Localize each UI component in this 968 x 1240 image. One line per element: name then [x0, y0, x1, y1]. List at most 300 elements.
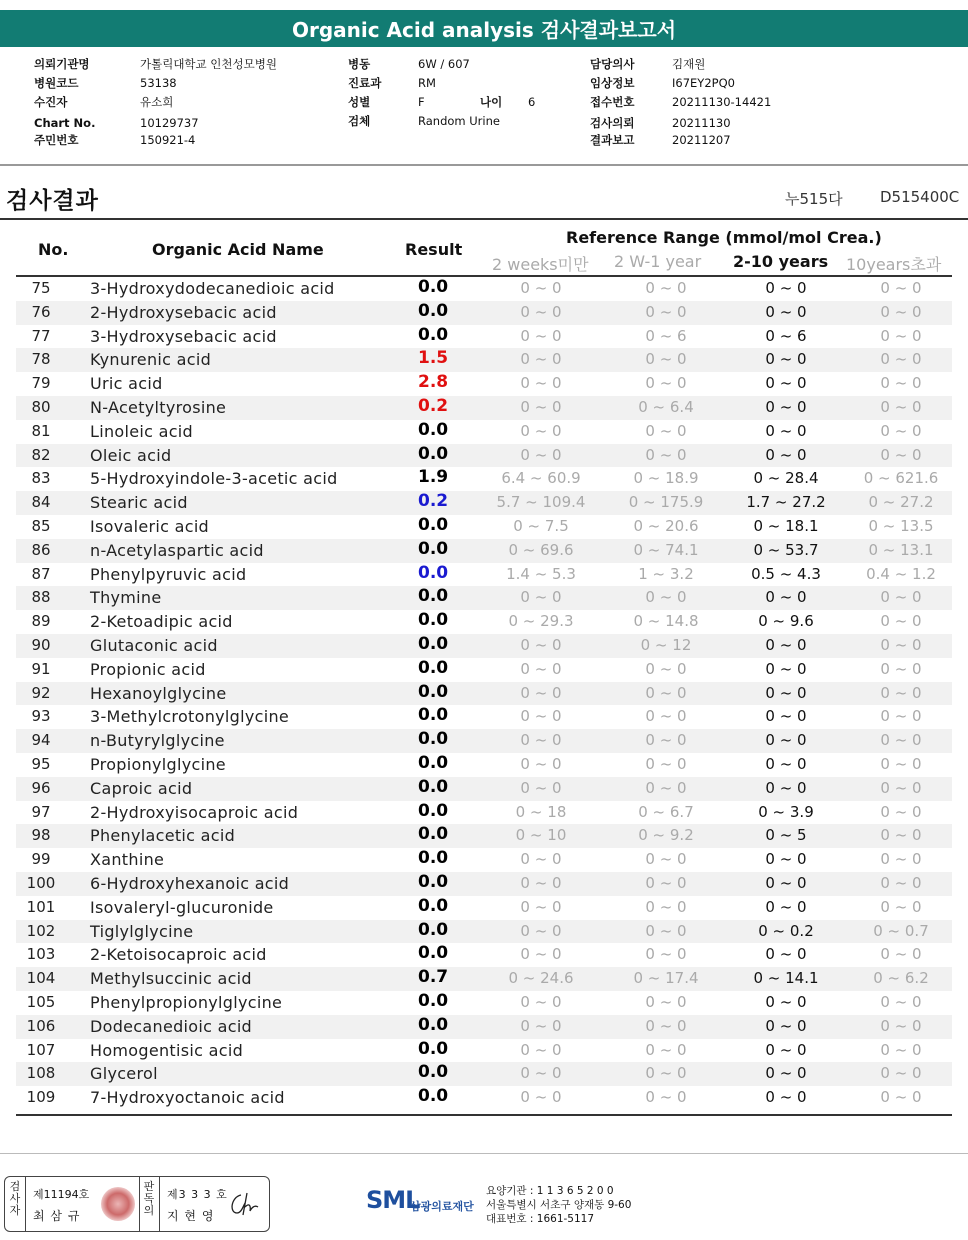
- row-name: 2-Hydroxysebacic acid: [90, 302, 277, 322]
- row-result: 0.0: [418, 610, 449, 631]
- row-ref-2weeks: 0 ~ 0: [520, 1016, 562, 1035]
- table-header: [16, 226, 952, 276]
- row-name: 7-Hydroxyoctanoic acid: [90, 1088, 285, 1108]
- table-row: [16, 1015, 952, 1039]
- divider: [0, 218, 968, 220]
- row-ref-2weeks: 1.4 ~ 5.3: [506, 564, 576, 583]
- table-row: [16, 872, 952, 896]
- row-no: 82: [31, 445, 51, 464]
- row-name: Thymine: [90, 588, 162, 608]
- header-name: Organic Acid Name: [152, 240, 324, 259]
- table-row: [16, 444, 952, 468]
- row-no: 89: [31, 612, 51, 631]
- row-ref-2-10y: 1.7 ~ 27.2: [746, 493, 826, 512]
- row-result: 0.0: [418, 562, 449, 583]
- row-ref-10y: 0 ~ 0: [880, 683, 922, 702]
- row-ref-10y: 0 ~ 0: [880, 635, 922, 654]
- row-ref-2w-1y: 0 ~ 20.6: [633, 516, 699, 535]
- row-result: 0.0: [418, 443, 449, 464]
- row-ref-2-10y: 0 ~ 0: [765, 873, 807, 892]
- row-no: 107: [26, 1040, 56, 1059]
- row-ref-10y: 0 ~ 0: [880, 1064, 922, 1083]
- row-name: Oleic acid: [90, 445, 172, 465]
- row-no: 92: [31, 683, 51, 702]
- divider: [0, 1153, 968, 1154]
- row-result: 0.2: [418, 491, 449, 512]
- row-name: Kynurenic acid: [90, 350, 212, 370]
- info-label: 임상정보: [590, 76, 635, 90]
- row-ref-2w-1y: 0 ~ 0: [645, 374, 687, 393]
- table-row: [16, 682, 952, 706]
- seal-stamp-icon: [101, 1187, 135, 1221]
- signature-box: [4, 1176, 270, 1232]
- row-no: 93: [31, 707, 51, 726]
- row-result: 1.9: [418, 467, 449, 488]
- row-no: 86: [31, 540, 51, 559]
- row-ref-2-10y: 0 ~ 28.4: [753, 469, 819, 488]
- row-ref-10y: 0 ~ 0: [880, 873, 922, 892]
- report-code: 누515다: [785, 190, 843, 208]
- row-ref-2-10y: 0 ~ 0: [765, 850, 807, 869]
- row-ref-2w-1y: 0 ~ 18.9: [633, 469, 699, 488]
- row-ref-10y: 0 ~ 0: [880, 707, 922, 726]
- row-ref-10y: 0 ~ 13.5: [868, 516, 934, 535]
- row-ref-2w-1y: 0 ~ 6.4: [638, 397, 694, 416]
- row-result: 0.0: [418, 919, 449, 940]
- row-no: 84: [31, 493, 51, 512]
- row-ref-10y: 0 ~ 0: [880, 731, 922, 750]
- row-ref-2w-1y: 0 ~ 0: [645, 1016, 687, 1035]
- row-no: 102: [26, 921, 56, 940]
- table-row: [16, 729, 952, 753]
- info-label: 의뢰기관명: [34, 57, 90, 71]
- row-result: 1.5: [418, 348, 449, 369]
- info-label: 진료과: [348, 76, 382, 90]
- row-ref-2-10y: 0 ~ 0: [765, 635, 807, 654]
- table-row: [16, 801, 952, 825]
- row-ref-2-10y: 0 ~ 5: [765, 826, 807, 845]
- logo-text: SML: [366, 1186, 420, 1214]
- age-value: 6: [528, 95, 536, 109]
- row-ref-2-10y: 0 ~ 0: [765, 445, 807, 464]
- row-result: 0.0: [418, 871, 449, 892]
- header-reference-range: Reference Range (mmol/mol Crea.): [566, 228, 882, 247]
- table-row: [16, 348, 952, 372]
- info-value: 유소희: [140, 95, 174, 109]
- table-row: [16, 753, 952, 777]
- examiner-label: 검사자: [9, 1180, 21, 1217]
- row-result: 0.0: [418, 800, 449, 821]
- row-name: Xanthine: [90, 850, 165, 870]
- row-ref-2-10y: 0 ~ 0: [765, 1040, 807, 1059]
- row-result: 0.0: [418, 657, 449, 678]
- row-ref-2w-1y: 0 ~ 0: [645, 754, 687, 773]
- row-ref-10y: 0 ~ 13.1: [868, 540, 934, 559]
- sml-logo: [366, 1184, 486, 1224]
- row-name: 5-Hydroxyindole-3-acetic acid: [90, 469, 338, 489]
- info-value: 53138: [140, 76, 177, 90]
- row-ref-2weeks: 0 ~ 0: [520, 1088, 562, 1107]
- row-ref-10y: 0 ~ 0: [880, 326, 922, 345]
- row-no: 87: [31, 564, 51, 583]
- row-no: 106: [26, 1016, 56, 1035]
- row-ref-2-10y: 0 ~ 0: [765, 350, 807, 369]
- row-name: 3-Hydroxydodecanedioic acid: [90, 279, 335, 298]
- row-ref-2w-1y: 0 ~ 0: [645, 445, 687, 464]
- row-ref-2w-1y: 0 ~ 0: [645, 992, 687, 1011]
- row-ref-2weeks: 0 ~ 0: [520, 635, 562, 654]
- row-ref-2w-1y: 0 ~ 0: [645, 897, 687, 916]
- row-ref-10y: 0 ~ 0: [880, 850, 922, 869]
- row-result: 0.0: [418, 824, 449, 845]
- row-ref-10y: 0 ~ 6.2: [873, 969, 929, 988]
- row-ref-2weeks: 0 ~ 7.5: [513, 516, 569, 535]
- row-name: Glycerol: [90, 1064, 158, 1084]
- row-result: 0.0: [418, 729, 449, 750]
- row-ref-2weeks: 0 ~ 0: [520, 683, 562, 702]
- row-no: 85: [31, 516, 51, 535]
- row-ref-2weeks: 5.7 ~ 109.4: [496, 493, 586, 512]
- row-ref-2-10y: 0 ~ 0: [765, 897, 807, 916]
- row-ref-2weeks: 0 ~ 0: [520, 397, 562, 416]
- row-ref-2weeks: 0 ~ 29.3: [508, 612, 574, 631]
- row-name: 3-Methylcrotonylglycine: [90, 707, 290, 727]
- table-row: [16, 491, 952, 515]
- row-no: 105: [26, 992, 56, 1011]
- table-row: [16, 777, 952, 801]
- row-ref-10y: 0 ~ 0: [880, 612, 922, 631]
- table-row: [16, 848, 952, 872]
- row-ref-2w-1y: 0 ~ 17.4: [633, 969, 699, 988]
- row-ref-10y: 0 ~ 0: [880, 897, 922, 916]
- row-no: 100: [26, 873, 56, 892]
- row-ref-2weeks: 0 ~ 24.6: [508, 969, 574, 988]
- row-ref-2weeks: 0 ~ 0: [520, 850, 562, 869]
- row-result: 0.0: [418, 895, 449, 916]
- row-ref-10y: 0 ~ 0: [880, 374, 922, 393]
- row-ref-2w-1y: 0 ~ 12: [640, 635, 692, 654]
- row-ref-2weeks: 0 ~ 0: [520, 1064, 562, 1083]
- info-value: 20211207: [672, 133, 731, 147]
- row-result: 0.0: [418, 300, 449, 321]
- row-ref-10y: 0 ~ 0: [880, 421, 922, 440]
- confirmer-name: 지 현 영: [167, 1209, 215, 1223]
- divider: [159, 1177, 160, 1231]
- row-ref-2-10y: 0 ~ 0: [765, 1088, 807, 1107]
- info-value: 20211130-14421: [672, 95, 772, 109]
- row-name: Stearic acid: [90, 493, 188, 513]
- row-ref-2weeks: 0 ~ 0: [520, 421, 562, 440]
- divider: [16, 1114, 952, 1116]
- row-result: 0.0: [418, 848, 449, 869]
- row-ref-2-10y: 0 ~ 0: [765, 683, 807, 702]
- row-ref-2w-1y: 0 ~ 0: [645, 921, 687, 940]
- row-no: 96: [31, 778, 51, 797]
- table-row: [16, 301, 952, 325]
- row-ref-2w-1y: 0 ~ 0: [645, 350, 687, 369]
- row-ref-2-10y: 0 ~ 0: [765, 1064, 807, 1083]
- row-ref-2weeks: 0 ~ 0: [520, 754, 562, 773]
- row-result: 0.0: [418, 514, 449, 535]
- row-name: Homogentisic acid: [90, 1040, 244, 1060]
- row-ref-2-10y: 0 ~ 0: [765, 397, 807, 416]
- row-no: 98: [31, 826, 51, 845]
- info-label: 수진자: [34, 95, 68, 109]
- row-ref-10y: 0 ~ 0: [880, 826, 922, 845]
- row-result: 0.2: [418, 395, 449, 416]
- table-row: [16, 420, 952, 444]
- table-row: [16, 896, 952, 920]
- row-result: 0.0: [418, 681, 449, 702]
- info-value: 10129737: [140, 116, 199, 130]
- row-ref-2-10y: 0 ~ 14.1: [753, 969, 819, 988]
- info-label: 담당의사: [590, 57, 635, 71]
- divider: [139, 1177, 140, 1231]
- row-ref-2weeks: 0 ~ 0: [520, 659, 562, 678]
- row-ref-2weeks: 0 ~ 0: [520, 778, 562, 797]
- table-row: [16, 658, 952, 682]
- table-row: [16, 515, 952, 539]
- row-ref-2-10y: 0 ~ 0.2: [758, 921, 814, 940]
- row-name: Propionic acid: [90, 659, 206, 679]
- row-name: 2-Hydroxyisocaproic acid: [90, 802, 299, 822]
- results-table: [16, 277, 952, 1110]
- row-name: Linoleic acid: [90, 421, 194, 441]
- row-name: 2-Ketoisocaproic acid: [90, 945, 267, 965]
- row-ref-10y: 0 ~ 0: [880, 1016, 922, 1035]
- row-ref-10y: 0 ~ 0: [880, 445, 922, 464]
- row-ref-2-10y: 0 ~ 0: [765, 421, 807, 440]
- row-ref-2w-1y: 0 ~ 0: [645, 1064, 687, 1083]
- row-name: Glutaconic acid: [90, 635, 218, 655]
- row-ref-2-10y: 0 ~ 0: [765, 945, 807, 964]
- info-value: F: [418, 95, 425, 109]
- header-result: Result: [405, 240, 463, 259]
- row-ref-10y: 0 ~ 0: [880, 302, 922, 321]
- row-result: 2.8: [418, 372, 449, 393]
- row-ref-2-10y: 0 ~ 0: [765, 374, 807, 393]
- header-ref-group: 10years초과: [846, 255, 942, 274]
- table-row: [16, 1086, 952, 1110]
- row-ref-2-10y: 0 ~ 6: [765, 326, 807, 345]
- row-ref-2weeks: 0 ~ 0: [520, 374, 562, 393]
- row-ref-2w-1y: 0 ~ 0: [645, 850, 687, 869]
- row-ref-10y: 0 ~ 0.7: [873, 921, 929, 940]
- row-no: 109: [26, 1088, 56, 1107]
- row-ref-10y: 0 ~ 0: [880, 945, 922, 964]
- row-ref-2weeks: 0 ~ 10: [515, 826, 567, 845]
- row-ref-2w-1y: 0 ~ 74.1: [633, 540, 699, 559]
- row-result: 0.0: [418, 633, 449, 654]
- row-name: 2-Ketoadipic acid: [90, 612, 233, 632]
- row-ref-2-10y: 0 ~ 0: [765, 1016, 807, 1035]
- row-ref-2weeks: 0 ~ 0: [520, 921, 562, 940]
- row-no: 80: [31, 397, 51, 416]
- info-value: 20211130: [672, 116, 731, 130]
- patient-info: [0, 52, 968, 164]
- table-row: [16, 967, 952, 991]
- lab-line: 대표번호 : 1661-5117: [486, 1213, 595, 1225]
- row-no: 99: [31, 850, 51, 869]
- row-result: 0.0: [418, 776, 449, 797]
- signature-icon: [227, 1189, 261, 1219]
- row-no: 81: [31, 421, 51, 440]
- table-row: [16, 467, 952, 491]
- row-ref-2w-1y: 0 ~ 0: [645, 421, 687, 440]
- row-ref-2-10y: 0 ~ 3.9: [758, 802, 814, 821]
- row-ref-2-10y: 0 ~ 53.7: [753, 540, 819, 559]
- row-ref-2weeks: 0 ~ 0: [520, 945, 562, 964]
- row-ref-10y: 0 ~ 621.6: [863, 469, 939, 488]
- row-name: Propionylglycine: [90, 754, 226, 774]
- confirmer-license: 제3 3 3 호: [167, 1188, 228, 1201]
- row-result: 0.0: [418, 1086, 449, 1107]
- row-ref-10y: 0.4 ~ 1.2: [866, 564, 936, 583]
- row-result: 0.0: [418, 538, 449, 559]
- row-ref-2weeks: 0 ~ 0: [520, 873, 562, 892]
- row-no: 90: [31, 635, 51, 654]
- row-name: n-Butyrylglycine: [90, 731, 225, 751]
- row-result: 0.0: [418, 705, 449, 726]
- row-result: 0.0: [418, 990, 449, 1011]
- lab-line: 요양기관 : 1 1 3 6 5 2 0 0: [486, 1185, 614, 1197]
- row-ref-10y: 0 ~ 0: [880, 992, 922, 1011]
- row-ref-2w-1y: 0 ~ 0: [645, 659, 687, 678]
- row-ref-2w-1y: 0 ~ 0: [645, 1088, 687, 1107]
- row-ref-2w-1y: 0 ~ 6.7: [638, 802, 694, 821]
- examiner-name: 최 삼 규: [33, 1209, 81, 1223]
- header-ref-group: 2 weeks미만: [492, 255, 589, 274]
- table-row: [16, 277, 952, 301]
- row-ref-2w-1y: 0 ~ 14.8: [633, 612, 699, 631]
- divider: [25, 1177, 26, 1231]
- row-ref-10y: 0 ~ 0: [880, 279, 922, 297]
- row-ref-2w-1y: 0 ~ 0: [645, 945, 687, 964]
- info-label: 검체: [348, 114, 371, 128]
- table-row: [16, 705, 952, 729]
- row-ref-2-10y: 0 ~ 0: [765, 659, 807, 678]
- row-ref-2weeks: 0 ~ 18: [515, 802, 567, 821]
- row-no: 104: [26, 969, 56, 988]
- row-ref-10y: 0 ~ 0: [880, 802, 922, 821]
- row-name: Isovaleryl-glucuronide: [90, 897, 274, 917]
- row-ref-2weeks: 0 ~ 0: [520, 588, 562, 607]
- row-ref-2-10y: 0 ~ 0: [765, 588, 807, 607]
- row-result: 0.0: [418, 586, 449, 607]
- row-ref-2weeks: 0 ~ 0: [520, 350, 562, 369]
- row-ref-2w-1y: 0 ~ 0: [645, 707, 687, 726]
- row-ref-10y: 0 ~ 0: [880, 350, 922, 369]
- row-ref-10y: 0 ~ 0: [880, 1088, 922, 1107]
- table-row: [16, 920, 952, 944]
- row-ref-2weeks: 0 ~ 0: [520, 279, 562, 297]
- row-name: Phenylpropionylglycine: [90, 992, 283, 1012]
- row-ref-2w-1y: 0 ~ 0: [645, 588, 687, 607]
- row-no: 79: [31, 374, 51, 393]
- info-value: 150921-4: [140, 133, 196, 147]
- row-result: 0.0: [418, 324, 449, 345]
- row-name: n-Acetylaspartic acid: [90, 540, 264, 560]
- row-ref-10y: 0 ~ 0: [880, 754, 922, 773]
- row-no: 76: [31, 302, 51, 321]
- row-name: Dodecanedioic acid: [90, 1016, 253, 1036]
- row-ref-2-10y: 0 ~ 18.1: [753, 516, 819, 535]
- row-result: 0.0: [418, 943, 449, 964]
- row-ref-2w-1y: 0 ~ 0: [645, 731, 687, 750]
- row-no: 97: [31, 802, 51, 821]
- row-no: 77: [31, 326, 51, 345]
- row-ref-2-10y: 0 ~ 0: [765, 992, 807, 1011]
- table-row: [16, 943, 952, 967]
- table-row: [16, 610, 952, 634]
- report-code-id: D515400C: [880, 188, 960, 206]
- row-no: 94: [31, 731, 51, 750]
- row-ref-2w-1y: 0 ~ 175.9: [628, 493, 704, 512]
- row-ref-10y: 0 ~ 0: [880, 659, 922, 678]
- row-ref-2weeks: 0 ~ 0: [520, 326, 562, 345]
- logo-korean: 삼광의료재단: [410, 1200, 474, 1213]
- row-name: 3-Hydroxysebacic acid: [90, 326, 277, 346]
- row-name: Methylsuccinic acid: [90, 969, 252, 989]
- row-no: 103: [26, 945, 56, 964]
- row-ref-2-10y: 0 ~ 0: [765, 731, 807, 750]
- row-ref-2-10y: 0.5 ~ 4.3: [751, 564, 821, 583]
- info-value: 김재원: [672, 57, 706, 71]
- row-name: Phenylpyruvic acid: [90, 564, 247, 584]
- row-result: 0.7: [418, 967, 449, 988]
- info-value: RM: [418, 76, 436, 90]
- row-ref-2weeks: 0 ~ 0: [520, 1040, 562, 1059]
- row-ref-10y: 0 ~ 0: [880, 588, 922, 607]
- header-no: No.: [38, 240, 69, 259]
- table-row: [16, 634, 952, 658]
- row-ref-2weeks: 0 ~ 0: [520, 897, 562, 916]
- row-ref-2w-1y: 0 ~ 6: [645, 326, 687, 345]
- row-no: 88: [31, 588, 51, 607]
- row-result: 0.0: [418, 752, 449, 773]
- info-label: Chart No.: [34, 116, 96, 130]
- row-ref-2weeks: 0 ~ 0: [520, 992, 562, 1011]
- row-ref-2w-1y: 0 ~ 0: [645, 683, 687, 702]
- row-no: 83: [31, 469, 51, 488]
- row-name: Hexanoylglycine: [90, 683, 227, 703]
- row-no: 75: [31, 279, 51, 297]
- divider: [0, 164, 968, 166]
- row-ref-2weeks: 0 ~ 0: [520, 445, 562, 464]
- row-no: 95: [31, 754, 51, 773]
- info-label: 성별: [348, 95, 371, 109]
- row-ref-2-10y: 0 ~ 0: [765, 754, 807, 773]
- row-name: N-Acetyltyrosine: [90, 397, 227, 417]
- info-value: 가톨릭대학교 인천성모병원: [140, 57, 277, 71]
- row-name: Caproic acid: [90, 778, 193, 798]
- row-name: Isovaleric acid: [90, 516, 210, 536]
- row-name: Uric acid: [90, 374, 163, 394]
- row-name: Tiglylglycine: [90, 921, 194, 941]
- row-ref-2-10y: 0 ~ 0: [765, 279, 807, 297]
- row-ref-2w-1y: 0 ~ 0: [645, 279, 687, 297]
- row-ref-2-10y: 0 ~ 9.6: [758, 612, 814, 631]
- table-row: [16, 372, 952, 396]
- row-ref-2w-1y: 1 ~ 3.2: [638, 564, 694, 583]
- info-label: 접수번호: [590, 95, 635, 109]
- row-no: 78: [31, 350, 51, 369]
- row-name: Phenylacetic acid: [90, 826, 236, 846]
- lab-info: [486, 1184, 631, 1226]
- table-row: [16, 824, 952, 848]
- info-label: 주민번호: [34, 133, 79, 147]
- table-row: [16, 1062, 952, 1086]
